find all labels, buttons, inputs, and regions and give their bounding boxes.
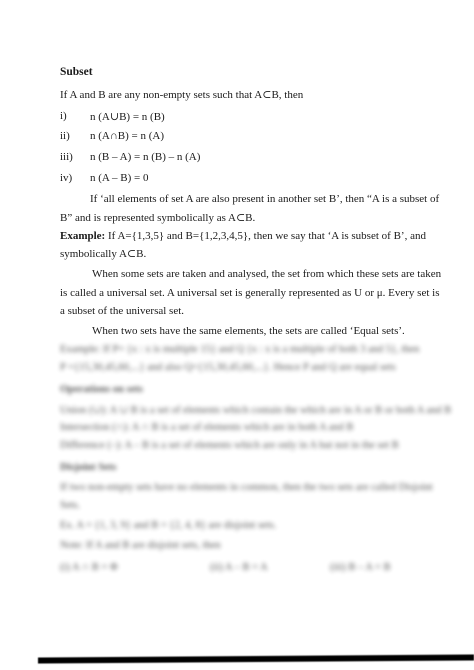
subset-definition-line-2: B” and is represented symbolically as A⊂B. — [60, 212, 256, 224]
blurred-operations-line-1: Union (∪): A ∪ B is a set of elements which contain the which are in A or B or both A and B — [60, 405, 452, 416]
universal-set-line-3: a subset of the universal set. — [60, 305, 185, 317]
blurred-example-line-2: P ={15,30,45,60,...} and also Q={15,30,45,60,...}. Hence P and Q are equal sets — [60, 362, 396, 373]
property-text: n (A – B) = 0 — [90, 172, 149, 184]
blurred-operations-line-2: Intersection (∩): A ∩ B is a set of elements which are in both A and B — [60, 422, 354, 433]
universal-set-line-1: When some sets are taken and analysed, the set from which these sets are taken — [92, 268, 442, 280]
equal-sets-line: When two sets have the same elements, the sets are called ‘Equal sets’. — [92, 325, 405, 337]
blurred-operations-line-3: Difference (–): A – B is a set of elements which are only in A but not in the set B — [60, 440, 399, 451]
property-text: n (B – A) = n (B) – n (A) — [90, 151, 201, 163]
blurred-disjoint-line-3: Ex. A = {1, 3, 9} and B = {2, 4, 8} are disjoint sets. — [60, 520, 277, 531]
subset-definition-line-1: If ‘all elements of set A are also present in another set B’, then “A is a subset of — [90, 193, 440, 205]
blurred-note-item-3: (iii) B – A = B — [330, 562, 391, 573]
property-text: n (A∪B) = n (B) — [90, 111, 165, 123]
blurred-disjoint-line-1: If two non-empty sets have no elements in common, then the two sets are called Disjoint — [60, 482, 433, 493]
blurred-note-item-1: (i) A ∩ B = Φ — [60, 562, 118, 573]
example-line-2: symbolically A⊂B. — [60, 248, 147, 260]
example-label: Example: — [60, 230, 106, 242]
example-text: If A={1,3,5} and B={1,2,3,4,5}, then we say that ‘A is subset of B’, and — [105, 230, 426, 242]
example-line-1 — [60, 229, 426, 243]
blurred-example-line-1: Example: If P= {x : x is multiple 15} and Q {x : x is a multiple of both 3 and 5}, then — [60, 344, 420, 355]
property-text: n (A∩B) = n (A) — [90, 130, 165, 142]
property-number: iv) — [60, 172, 73, 184]
blurred-disjoint-line-2: Sets. — [60, 500, 81, 511]
section-heading-subset: Subset — [60, 66, 93, 78]
property-number: iii) — [60, 151, 73, 163]
property-number: ii) — [60, 130, 70, 142]
blurred-disjoint-heading: Disjoint Sets — [60, 462, 117, 473]
blurred-note-line: Note: If A and B are disjoint sets, then — [60, 540, 221, 551]
blurred-note-item-2: (ii) A – B = A — [210, 562, 268, 573]
intro-line: If A and B are any non-empty sets such that A⊂B, then — [60, 89, 304, 101]
blurred-operations-heading: Operations on sets — [60, 384, 143, 395]
property-number: i) — [60, 110, 67, 122]
page-bottom-edge — [38, 654, 474, 663]
universal-set-line-2: is called a universal set. A universal set is generally represented as U or μ. Every set is — [60, 287, 440, 299]
